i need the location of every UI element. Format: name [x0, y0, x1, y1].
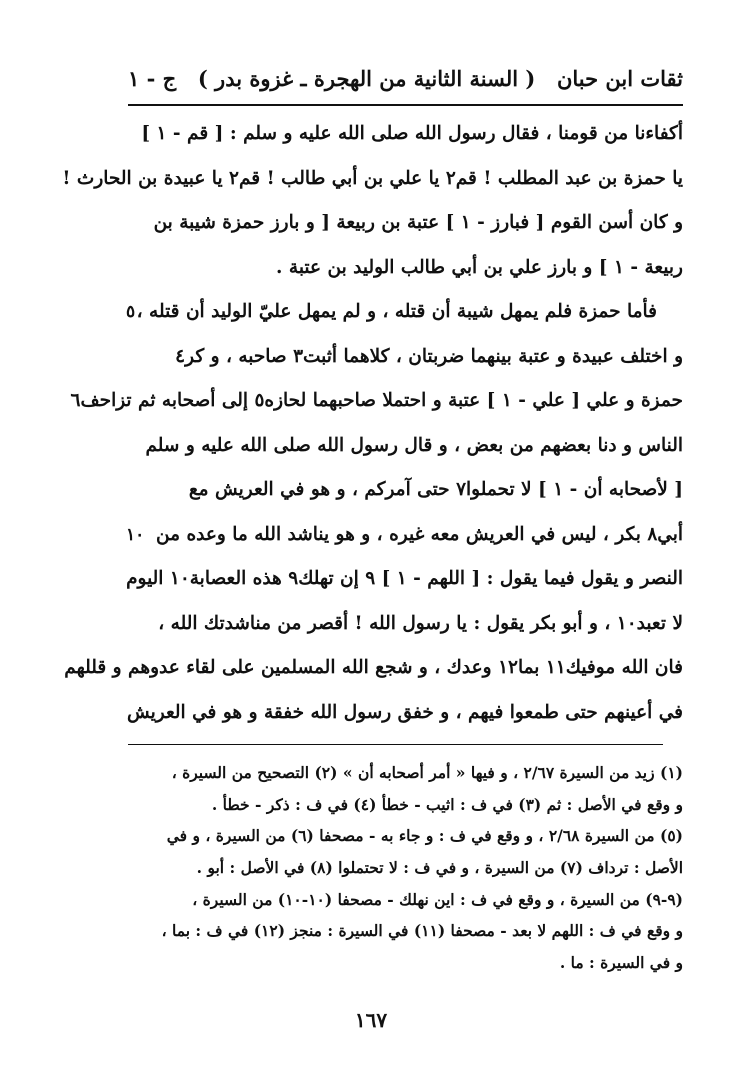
- section-title: ( السنة الثانية من الهجرة ـ غزوة بدر ): [197, 65, 536, 91]
- text-line: النصر و يقول فيما يقول : [ اللهم - ١ ] ٩ إن تهلك٩ هذه العصابة١٠ اليوم: [126, 568, 683, 589]
- footnote-rule: [128, 744, 663, 745]
- text-line: أكفاءنا من قومنا ، فقال رسول الله صلى الله عليه و سلم : [ قم - ١ ]: [141, 123, 683, 144]
- text-line: فان الله موفيك١١ بما١٢ وعدك ، و شجع الله المسلمين على لقاء عدوهم و قللهم: [64, 657, 683, 678]
- paragraph-start: [128, 290, 683, 335]
- text-line: حمزة و علي [ علي - ١ ] عتبة و احتملا صاحبهما لحازه٥ إلى أصحابه ثم تزاحف٦: [70, 390, 683, 411]
- footnote-line: (٩-٩) من السيرة ، و وقع في ف : اين نهلك - مصحفا (١٠-١٠) من السيرة ،: [192, 889, 683, 909]
- header-rule: [128, 104, 683, 106]
- text-line: أبي٨ بكر ، ليس في العريش معه غيره ، و هو يناشد الله ما وعده من: [156, 523, 683, 545]
- running-header: [128, 58, 683, 98]
- footnotes: [128, 757, 683, 979]
- footnote-line: (٥) من السيرة ٢/٦٨ ، و وقع في ف : و جاء به - مصحفا (٦) من السيرة ، و في: [166, 826, 683, 846]
- line-number-10: ١٠: [126, 524, 145, 545]
- text-line-numbered: [128, 513, 683, 558]
- footnote-line: الأصل : ترداف (٧) من السيرة ، و في ف : لا تحتملوا (٨) في الأصل : أبو .: [196, 858, 683, 878]
- text-line: لا تعبد١٠ ، و أبو بكر يقول : يا رسول الله ! أقصر من مناشدتك الله ،: [158, 612, 683, 634]
- line-number-5: ٥: [126, 302, 136, 322]
- footnote-line: و وقع في ف : اللهم لا بعد - مصحفا (١١) في السيرة : منجز (١٢) في ف : بما ،: [161, 921, 683, 941]
- text-line: فأما حمزة فلم يمهل شيبة أن قتله ، و لم يمهل عليّ الوليد أن قتله ،: [136, 301, 657, 322]
- footnote-line: و في السيرة : ما .: [559, 953, 683, 973]
- volume-label: ج - ١: [128, 65, 177, 91]
- text-line: الناس و دنا بعضهم من بعض ، و قال رسول الله صلى الله عليه و سلم: [145, 434, 683, 456]
- footnote-line: (١) زيد من السيرة ٢/٦٧ ، و فيها « أمر أصحابه أن » (٢) التصحيح من السيرة ،: [171, 763, 683, 782]
- text-line: و اختلف عبيدة و عتبة بينهما ضربتان ، كلاهما أثبت٣ صاحبه ، و كر٤: [175, 345, 683, 367]
- main-text: [62, 112, 683, 735]
- footnote-line: و وقع في الأصل : ثم (٣) في ف : اثيب - خطأ (٤) في ف : ذكر - خطأ .: [211, 794, 683, 814]
- page-number: ١٦٧: [354, 1008, 388, 1032]
- text-line: [ لأصحابه أن - ١ ] لا تحملوا٧ حتى آمركم ، و هو في العريش مع: [188, 479, 683, 500]
- text-line: ربيعة - ١ ] و بارز علي بن أبي طالب الوليد بن عتبة .: [276, 256, 683, 278]
- text-line: و كان أسن القوم [ فبارز - ١ ] عتبة بن ربيعة [ و بارز حمزة شيبة بن: [153, 212, 683, 233]
- book-title: ثقات ابن حبان: [556, 65, 683, 91]
- text-line: يا حمزة بن عبد المطلب ! قم٢ يا علي بن أبي طالب ! قم٢ يا عبيدة بن الحارث !: [62, 167, 683, 189]
- text-line: في أعينهم حتى طمعوا فيهم ، و خفق رسول الله خفقة و هو في العريش: [127, 701, 683, 723]
